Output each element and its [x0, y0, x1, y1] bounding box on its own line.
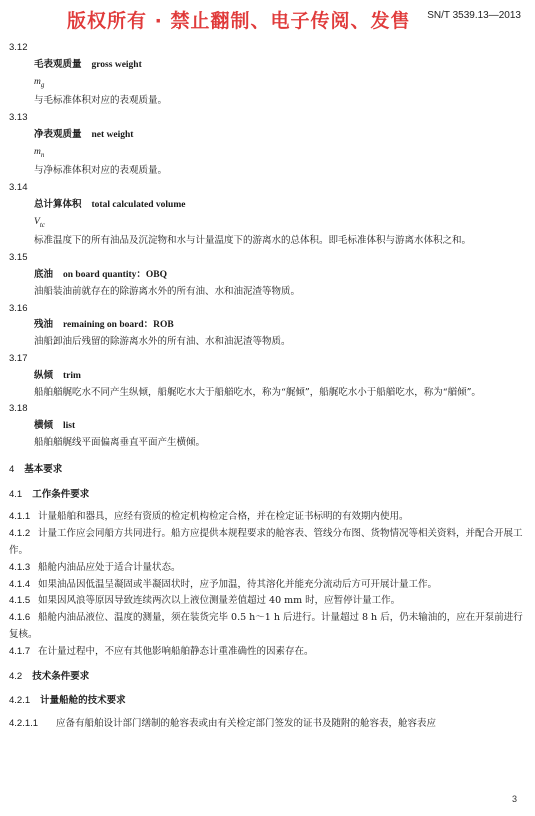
clause-text: 计量工作应会同船方共同进行。船方应提供本规程要求的舱容表、管线分布图、货物情况等相关资料，并配合开展工作。	[9, 528, 523, 556]
clause-number: 4.1.1	[9, 511, 31, 523]
term-heading	[9, 267, 525, 284]
term-cn: 底油	[34, 269, 54, 281]
symbol-subscript: g	[40, 80, 45, 89]
clause-number: 4.1.6	[9, 612, 31, 624]
clause-number: 4.1.4	[9, 578, 31, 590]
clause-item	[9, 509, 525, 526]
watermark-banner: 版权所有 · 禁止翻制、电子传阅、发售	[67, 10, 411, 32]
term-number: 3.17	[9, 353, 28, 365]
clause-number: 4.1.5	[9, 595, 31, 607]
term-en: remaining on board：ROB	[63, 320, 174, 331]
term-en: list	[63, 421, 76, 432]
term-definition: 与毛标准体积对应的表观质量。	[34, 95, 168, 107]
term-heading	[9, 57, 525, 74]
section-number: 4	[9, 463, 15, 475]
subsection-heading	[9, 693, 525, 710]
term-cn: 残油	[34, 319, 54, 331]
term-symbol	[9, 214, 525, 234]
section-title: 基本要求	[24, 463, 63, 475]
symbol-subscript: n	[40, 150, 45, 159]
clause-item	[9, 644, 525, 661]
clause-item	[9, 577, 525, 594]
term-cn: 净表观质量	[34, 128, 82, 140]
term-heading	[9, 197, 525, 214]
clause-item	[9, 560, 525, 577]
term-number: 3.14	[9, 182, 28, 194]
clause-text: 计量船舶和器具，应经有资质的检定机构检定合格，并在检定证书标明的有效期内使用。	[38, 511, 409, 523]
symbol-letter: m	[34, 76, 41, 87]
term-definition: 油船卸油后残留的除游离水外的所有油、水和油泥渣等物质。	[34, 336, 291, 348]
page-number: 3	[511, 794, 517, 804]
subsection-number: 4.2	[9, 670, 23, 682]
clause-number: 4.1.7	[9, 645, 31, 657]
clause-text: 船舱内油品应处于适合计量状态。	[38, 561, 181, 573]
clause-item	[9, 526, 525, 560]
section-heading	[9, 462, 525, 479]
symbol-subscript: tc	[39, 220, 45, 229]
standard-code: SN/T 3539.13—2013	[427, 10, 521, 21]
clause-text: 船舱内油品液位、温度的测量，须在装货完毕 0.5 h～1 h 后进行。计量超过 8 h 后，仍未输油的，应在开泵前进行复核。	[9, 612, 523, 640]
clause-text: 应备有船舶设计部门缮制的舱容表或由有关检定部门签发的证书及随附的舱容表，舱容表应	[56, 718, 437, 730]
term-cn: 毛表观质量	[34, 58, 82, 70]
term-symbol	[9, 74, 525, 94]
subsection-title: 工作条件要求	[32, 488, 90, 500]
clause-text: 如果因风浪等原因导致连续两次以上液位测量差值超过 40 mm 时，应暂停计量工作。	[38, 595, 401, 607]
clause-number: 4.1.2	[9, 528, 31, 540]
clause-text: 在计量过程中，不应有其他影响船舶静态计重准确性的因素存在。	[38, 645, 314, 657]
subsection-heading	[9, 487, 525, 504]
clause-number: 4.2.1.1	[9, 718, 39, 730]
term-definition: 油船装油前就存在的除游离水外的所有油、水和油泥渣等物质。	[34, 285, 301, 297]
clause-item	[9, 716, 525, 733]
clause-item	[9, 610, 525, 644]
term-heading	[9, 127, 525, 144]
clause-text: 如果油品因低温呈凝固或半凝固状时，应予加温，待其溶化并能充分流动后方可开展计量工作。	[38, 578, 438, 590]
term-definition: 与净标准体积对应的表观质量。	[34, 165, 168, 177]
term-number: 3.12	[9, 42, 28, 53]
term-number: 3.18	[9, 403, 28, 415]
term-heading	[9, 317, 525, 334]
clause-number: 4.1.3	[9, 561, 31, 573]
term-number: 3.16	[9, 302, 28, 314]
subsection-title: 计量船舱的技术要求	[40, 695, 126, 707]
symbol-letter: m	[34, 146, 41, 157]
term-cn: 纵倾	[34, 369, 54, 381]
term-symbol	[9, 144, 525, 164]
term-number: 3.13	[9, 112, 28, 124]
term-cn: 总计算体积	[34, 198, 82, 210]
term-heading	[9, 418, 525, 435]
term-number: 3.15	[9, 252, 28, 264]
term-en: on board quantity：OBQ	[63, 270, 168, 281]
subsection-number: 4.1	[9, 488, 23, 500]
subsection-heading	[9, 669, 525, 686]
term-en: total calculated volume	[91, 199, 186, 210]
term-definition: 船舶艏艉吃水不同产生纵倾，船艉吃水大于船艏吃水，称为“艉倾”，船艉吃水小于船艏吃水，称为“艏倾”。	[34, 386, 481, 398]
term-cn: 横倾	[34, 420, 54, 432]
subsection-number: 4.2.1	[9, 695, 31, 707]
term-definition: 标准温度下的所有油品及沉淀物和水与计量温度下的游离水的总体积。即毛标准体积与游离水体积之和。	[34, 235, 472, 247]
clause-item	[9, 593, 525, 610]
symbol-letter: V	[34, 216, 40, 227]
term-heading	[9, 368, 525, 385]
term-en: trim	[63, 370, 81, 381]
term-definition: 船舶艏艉线平面偏离垂直平面产生横倾。	[34, 437, 206, 448]
document-body	[9, 40, 525, 733]
subsection-title: 技术条件要求	[32, 670, 90, 682]
term-en: gross weight	[91, 59, 142, 70]
term-en: net weight	[91, 129, 134, 140]
